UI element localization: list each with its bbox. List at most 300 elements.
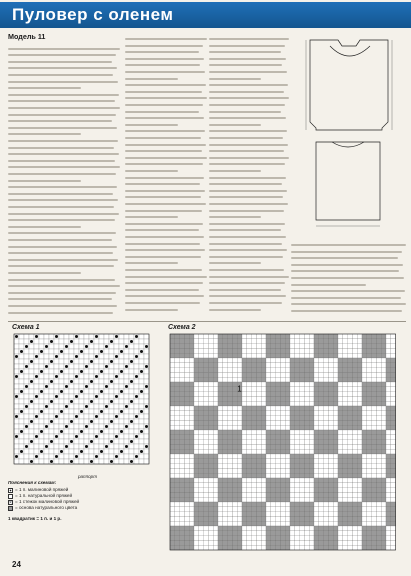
grid-cell: [39, 434, 44, 439]
grid-cell: [29, 424, 34, 429]
grid-cell: [175, 392, 180, 397]
grid-cell: [314, 507, 319, 512]
grid-cell: [204, 411, 209, 416]
grid-cell: [124, 394, 129, 399]
grid-cell: [333, 540, 338, 545]
grid-cell: [134, 449, 139, 454]
grid-cell: [338, 358, 343, 363]
grid-cell: [180, 526, 185, 531]
grid-cell: [242, 425, 247, 430]
grid-cell: [170, 483, 175, 488]
grid-cell: [180, 363, 185, 368]
dot-mark: [110, 460, 113, 463]
grid-cell: [314, 396, 319, 401]
dot-mark: [90, 440, 93, 443]
grid-cell: [309, 382, 314, 387]
grid-cell: [218, 454, 223, 459]
grid-cell: [376, 435, 381, 440]
grid-cell: [223, 396, 228, 401]
rapport-label: раппорт: [78, 474, 98, 479]
grid-cell: [99, 444, 104, 449]
grid-cell: [99, 379, 104, 384]
grid-cell: [300, 536, 305, 541]
grid-cell: [170, 440, 175, 445]
grid-cell: [271, 430, 276, 435]
grid-cell: [199, 512, 204, 517]
grid-cell: [194, 353, 199, 358]
grid-cell: [352, 348, 357, 353]
dot-mark: [35, 335, 38, 338]
grid-cell: [256, 358, 261, 363]
grid-cell: [391, 420, 396, 425]
grid-cell: [256, 382, 261, 387]
grid-cell: [194, 363, 199, 368]
dot-mark: [140, 350, 143, 353]
grid-cell: [54, 349, 59, 354]
grid-cell: [352, 396, 357, 401]
grid-cell: [252, 540, 257, 545]
grid-cell: [348, 435, 353, 440]
dot-mark: [110, 360, 113, 363]
grid-cell: [304, 363, 309, 368]
grid-cell: [280, 435, 285, 440]
grid-cell: [309, 377, 314, 382]
grid-cell: [343, 536, 348, 541]
grid-cell: [304, 358, 309, 363]
grid-cell: [290, 377, 295, 382]
grid-cell: [59, 399, 64, 404]
grid-cell: [338, 348, 343, 353]
grid-cell: [280, 411, 285, 416]
grid-cell: [256, 464, 261, 469]
grid-cell: [261, 497, 266, 502]
grid-cell: [348, 444, 353, 449]
grid-cell: [319, 435, 324, 440]
grid-cell: [189, 411, 194, 416]
grid-cell: [348, 363, 353, 368]
text-line-placeholder: [209, 104, 285, 106]
grid-cell: [285, 387, 290, 392]
grid-cell: [348, 516, 353, 521]
grid-cell: [223, 444, 228, 449]
grid-cell: [223, 454, 228, 459]
grid-cell: [139, 404, 144, 409]
grid-cell: [343, 358, 348, 363]
dot-mark: [25, 365, 28, 368]
grid-cell: [276, 488, 281, 493]
grid-cell: [285, 372, 290, 377]
grid-cell: [372, 454, 377, 459]
grid-cell: [139, 379, 144, 384]
grid-cell: [109, 369, 114, 374]
grid-cell: [362, 488, 367, 493]
grid-cell: [333, 339, 338, 344]
grid-cell: [391, 344, 396, 349]
grid-cell: [381, 464, 386, 469]
grid-cell: [309, 387, 314, 392]
grid-cell: [124, 374, 129, 379]
grid-cell: [44, 369, 49, 374]
grid-cell: [119, 414, 124, 419]
grid-cell: [256, 488, 261, 493]
grid-cell: [237, 459, 242, 464]
dot-mark: [25, 385, 28, 388]
grid-cell: [280, 344, 285, 349]
grid-cell: [204, 478, 209, 483]
grid-cell: [338, 363, 343, 368]
grid-cell: [333, 411, 338, 416]
grid-cell: [338, 468, 343, 473]
grid-cell: [89, 344, 94, 349]
grid-cell: [242, 377, 247, 382]
grid-cell: [184, 521, 189, 526]
grid-cell: [213, 459, 218, 464]
grid-cell: [199, 348, 204, 353]
grid-cell: [124, 369, 129, 374]
grid-cell: [218, 363, 223, 368]
grid-cell: [314, 348, 319, 353]
text-line-placeholder: [209, 170, 261, 172]
grid-cell: [304, 435, 309, 440]
grid-cell: [372, 348, 377, 353]
grid-cell: [319, 430, 324, 435]
text-line-placeholder: [8, 94, 119, 96]
grid-cell: [333, 435, 338, 440]
grid-cell: [290, 406, 295, 411]
grid-cell: [208, 454, 213, 459]
grid-cell: [228, 468, 233, 473]
grid-cell: [180, 488, 185, 493]
grid-cell: [134, 379, 139, 384]
grid-cell: [372, 334, 377, 339]
grid-cell: [314, 464, 319, 469]
grid-cell: [119, 459, 124, 464]
grid-cell: [19, 459, 24, 464]
grid-cell: [352, 420, 357, 425]
dot-mark: [135, 435, 138, 438]
grid-cell: [24, 394, 29, 399]
grid-cell: [184, 478, 189, 483]
grid-cell: [29, 349, 34, 354]
grid-cell: [343, 411, 348, 416]
grid-cell: [319, 377, 324, 382]
grid-cell: [232, 545, 237, 550]
dot-mark: [110, 400, 113, 403]
grid-cell: [328, 396, 333, 401]
grid-cell: [348, 507, 353, 512]
grid-cell: [199, 449, 204, 454]
grid-cell: [372, 382, 377, 387]
grid-cell: [19, 404, 24, 409]
grid-cell: [290, 512, 295, 517]
grid-cell: [184, 363, 189, 368]
grid-cell: [285, 406, 290, 411]
grid-cell: [333, 377, 338, 382]
grid-cell: [44, 414, 49, 419]
grid-cell: [252, 507, 257, 512]
text-line-placeholder: [209, 58, 286, 60]
grid-cell: [252, 492, 257, 497]
grid-cell: [180, 372, 185, 377]
grid-cell: [343, 449, 348, 454]
grid-cell: [328, 372, 333, 377]
grid-cell: [44, 439, 49, 444]
grid-cell: [213, 464, 218, 469]
grid-cell: [343, 531, 348, 536]
grid-cell: [362, 420, 367, 425]
text-line-placeholder: [8, 272, 81, 274]
grid-cell: [372, 406, 377, 411]
grid-cell: [280, 526, 285, 531]
grid-cell: [194, 425, 199, 430]
grid-cell: [367, 512, 372, 517]
grid-cell: [194, 464, 199, 469]
grid-cell: [213, 512, 218, 517]
grid-cell: [194, 545, 199, 550]
grid-cell: [376, 497, 381, 502]
grid-cell: [266, 334, 271, 339]
grid-cell: [348, 521, 353, 526]
grid-cell: [348, 497, 353, 502]
grid-cell: [184, 406, 189, 411]
grid-cell: [170, 478, 175, 483]
grid-cell: [180, 478, 185, 483]
grid-cell: [261, 334, 266, 339]
grid-cell: [343, 387, 348, 392]
grid-cell: [247, 425, 252, 430]
grid-cell: [376, 334, 381, 339]
grid-cell: [129, 384, 134, 389]
grid-cell: [276, 454, 281, 459]
grid-cell: [189, 430, 194, 435]
grid-cell: [223, 536, 228, 541]
grid-cell: [300, 526, 305, 531]
grid-cell: [372, 483, 377, 488]
grid-cell: [218, 344, 223, 349]
grid-cell: [304, 392, 309, 397]
grid-cell: [319, 459, 324, 464]
grid-cell: [314, 368, 319, 373]
grid-cell: [372, 526, 377, 531]
grid-cell: [343, 401, 348, 406]
grid-cell: [290, 382, 295, 387]
grid-cell: [328, 430, 333, 435]
grid-cell: [237, 449, 242, 454]
grid-cell: [204, 440, 209, 445]
grid-cell: [199, 344, 204, 349]
grid-cell: [119, 404, 124, 409]
grid-cell: [64, 439, 69, 444]
grid-cell: [54, 459, 59, 464]
grid-cell: [213, 473, 218, 478]
text-line-placeholder: [125, 45, 203, 47]
grid-cell: [300, 540, 305, 545]
grid-cell: [376, 411, 381, 416]
grid-cell: [194, 406, 199, 411]
legend-item: = основа натурального цвета: [15, 505, 78, 510]
grid-cell: [290, 372, 295, 377]
grid-cell: [376, 488, 381, 493]
grid-cell: [242, 334, 247, 339]
grid-cell: [338, 502, 343, 507]
grid-cell: [261, 425, 266, 430]
grid-cell: [74, 364, 79, 369]
grid-cell: [352, 382, 357, 387]
grid-cell: [300, 416, 305, 421]
grid-cell: [139, 334, 144, 339]
grid-cell: [34, 399, 39, 404]
grid-cell: [175, 406, 180, 411]
grid-cell: [242, 502, 247, 507]
grid-cell: [367, 526, 372, 531]
grid-cell: [204, 449, 209, 454]
dot-mark: [30, 420, 33, 423]
grid-cell: [104, 349, 109, 354]
grid-cell: [34, 379, 39, 384]
grid-cell: [213, 416, 218, 421]
grid-cell: [333, 478, 338, 483]
grid-cell: [242, 406, 247, 411]
grid-cell: [194, 521, 199, 526]
text-line-placeholder: [125, 97, 207, 99]
grid-cell: [266, 406, 271, 411]
grid-cell: [266, 536, 271, 541]
grid-cell: [261, 454, 266, 459]
dot-mark: [55, 355, 58, 358]
grid-cell: [19, 374, 24, 379]
grid-cell: [333, 363, 338, 368]
grid-cell: [94, 419, 99, 424]
grid-cell: [24, 459, 29, 464]
grid-cell: [343, 526, 348, 531]
text-line-placeholder: [291, 303, 406, 305]
grid-cell: [295, 444, 300, 449]
grid-cell: [338, 464, 343, 469]
grid-cell: [333, 334, 338, 339]
grid-cell: [261, 420, 266, 425]
legend-row: [8, 505, 138, 511]
grid-cell: [232, 449, 237, 454]
grid-cell: [348, 512, 353, 517]
grid-cell: [290, 478, 295, 483]
grid-cell: [314, 473, 319, 478]
grid-cell: [391, 372, 396, 377]
dot-mark: [130, 460, 133, 463]
grid-cell: [280, 531, 285, 536]
grid-cell: [89, 454, 94, 459]
grid-cell: [362, 430, 367, 435]
grid-cell: [343, 512, 348, 517]
grid-cell: [333, 344, 338, 349]
dot-mark: [125, 365, 128, 368]
grid-cell: [319, 516, 324, 521]
grid-cell: [134, 424, 139, 429]
grid-cell: [218, 358, 223, 363]
grid-cell: [271, 444, 276, 449]
grid-cell: [180, 444, 185, 449]
grid-cell: [64, 459, 69, 464]
grid-cell: [304, 459, 309, 464]
grid-cell: [352, 473, 357, 478]
grid-cell: [276, 497, 281, 502]
grid-cell: [352, 411, 357, 416]
grid-cell: [314, 545, 319, 550]
grid-cell: [180, 406, 185, 411]
dot-mark: [50, 420, 53, 423]
grid-cell: [276, 444, 281, 449]
grid-cell: [124, 339, 129, 344]
dot-mark: [40, 350, 43, 353]
grid-cell: [309, 488, 314, 493]
grid-cell: [391, 545, 396, 550]
grid-cell: [223, 483, 228, 488]
grid-cell: [129, 344, 134, 349]
grid-cell: [285, 358, 290, 363]
grid-cell: [271, 512, 276, 517]
grid-cell: [314, 459, 319, 464]
grid-cell: [352, 497, 357, 502]
grid-cell: [319, 392, 324, 397]
grid-cell: [189, 483, 194, 488]
grid-cell: [194, 368, 199, 373]
grid-cell: [89, 349, 94, 354]
grid-cell: [328, 531, 333, 536]
grid-cell: [189, 363, 194, 368]
grid-cell: [324, 512, 329, 517]
grid-cell: [223, 358, 228, 363]
grid-cell: [295, 420, 300, 425]
grid-cell: [343, 435, 348, 440]
grid-cell: [213, 430, 218, 435]
grid-cell: [170, 512, 175, 517]
text-line-placeholder: [125, 243, 200, 245]
grid-cell: [24, 334, 29, 339]
grid-cell: [228, 406, 233, 411]
grid-cell: [367, 478, 372, 483]
grid-cell: [352, 526, 357, 531]
grid-cell: [237, 372, 242, 377]
grid-cell: [247, 396, 252, 401]
grid-cell: [109, 414, 114, 419]
text-line-placeholder: [125, 84, 206, 86]
grid-cell: [372, 420, 377, 425]
grid-cell: [84, 429, 89, 434]
grid-cell: [261, 440, 266, 445]
grid-cell: [242, 531, 247, 536]
grid-cell: [362, 478, 367, 483]
grid-cell: [59, 339, 64, 344]
grid-cell: [256, 420, 261, 425]
grid-cell: [79, 424, 84, 429]
grid-cell: [343, 540, 348, 545]
text-line-placeholder: [291, 257, 398, 259]
grid-cell: [285, 449, 290, 454]
text-line-placeholder: [291, 284, 366, 286]
grid-cell: [232, 358, 237, 363]
grid-cell: [218, 497, 223, 502]
grid-cell: [309, 372, 314, 377]
grid-cell: [247, 430, 252, 435]
grid-cell: [300, 497, 305, 502]
grid-cell: [276, 353, 281, 358]
dot-mark: [125, 425, 128, 428]
grid-cell: [213, 348, 218, 353]
grid-cell: [386, 392, 391, 397]
grid-cell: [170, 411, 175, 416]
grid-cell: [34, 424, 39, 429]
grid-cell: [252, 406, 257, 411]
grid-cell: [218, 492, 223, 497]
